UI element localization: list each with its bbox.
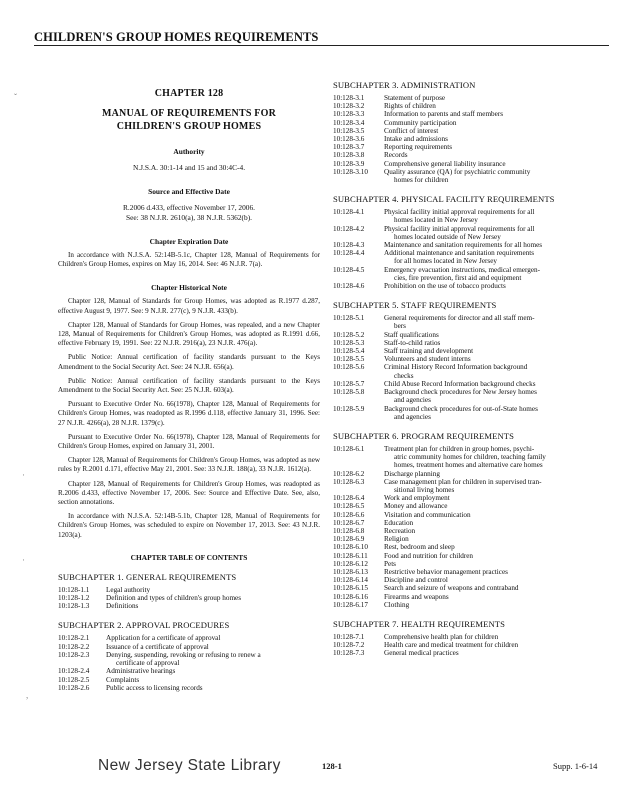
section-title (384, 110, 612, 118)
subchapter-title: SUBCHAPTER 1. GENERAL REQUIREMENTS (58, 571, 237, 582)
section-number: 10:128-5.2 (333, 330, 365, 339)
section-number: 10:128-6.1 (333, 444, 365, 453)
section-number: 10:128-4.5 (333, 265, 365, 274)
toc-entry (333, 543, 612, 551)
section-title-line: Legal authority (106, 585, 151, 594)
toc-entry (333, 168, 612, 184)
section-list (333, 94, 612, 184)
section-title-line: Comprehensive general liability insurance (384, 159, 506, 168)
section-title-line: Restrictive behavior management practices (384, 567, 508, 576)
section-number: 10:128-5.9 (333, 404, 365, 413)
section-title-line: General medical practices (384, 649, 459, 658)
section-number: 10:128-1.2 (58, 594, 90, 603)
section-title-line: homes, treatment homes and alternative care homes (394, 461, 543, 470)
section-title-line: Search and seizure of weapons and contraband (384, 584, 519, 593)
section-number: 10:128-6.4 (333, 494, 365, 503)
left-column (58, 80, 320, 692)
section-title-line: Application for a certificate of approval (106, 634, 221, 643)
toc-entry (333, 249, 612, 265)
section-title-line: Comprehensive health plan for children (384, 632, 499, 641)
section-title-line: Child Abuse Record Information background checks (384, 379, 536, 388)
toc-entry (333, 380, 612, 388)
section-title (106, 586, 320, 594)
section-number: 10:128-1.1 (58, 585, 90, 594)
section-title-line: Recreation (384, 526, 416, 535)
toc-entry (333, 127, 612, 135)
history-paragraph: Chapter 128, Manual of Requirements for Children's Group Homes, was adopted as new rules by R.2001 d.171, effective May 21, 2001. See: 33 N.J.R. 188(a), 33 N.J.R. 1612(a). (58, 456, 320, 474)
section-title (384, 543, 612, 551)
section-title (384, 355, 612, 363)
section-title-line: Additional maintenance and sanitation requirements (384, 249, 535, 258)
section-title-line: Administrative hearings (106, 667, 176, 676)
toc-entry (333, 241, 612, 249)
toc-entry (333, 143, 612, 151)
section-number: 10:128-2.1 (58, 634, 90, 643)
expiration-heading: Chapter Expiration Date (149, 237, 229, 246)
section-title-line: Education (384, 518, 414, 527)
history-paragraph: Chapter 128, Manual of Standards for Group Homes, was repealed, and a new Chapter 128, Manual of Requirements for Children's Group Homes, was adopted as R.1991 d.66, effective February 19, 1991. See: 22 N.J.R. 2916(a), 23 N.J.R. 476(a). (58, 320, 320, 348)
chapter-title: MANUAL OF REQUIREMENTS FOR CHILDREN'S GROUP HOMES (101, 108, 276, 132)
section-title-line: bers (394, 322, 406, 331)
toc-entry (333, 225, 612, 241)
toc-entry (333, 511, 612, 519)
section-title-line: Pets (384, 559, 396, 568)
section-title (106, 594, 320, 602)
section-title (384, 127, 612, 135)
toc-entry (333, 339, 612, 347)
section-title (384, 119, 612, 127)
toc-entry (333, 119, 612, 127)
section-title-line: homes for children (394, 176, 449, 185)
section-number: 10:128-4.1 (333, 208, 365, 217)
section-number: 10:128-2.2 (58, 642, 90, 651)
section-title (384, 208, 612, 224)
toc-entry (333, 314, 612, 330)
section-title (384, 649, 612, 657)
section-list (333, 208, 612, 290)
toc-entry (333, 552, 612, 560)
section-title-line: homes located in New Jersey (394, 216, 478, 225)
section-number: 10:128-2.3 (58, 650, 90, 659)
section-title (384, 380, 612, 388)
scan-mark: · (22, 555, 25, 565)
section-title-line: Definition and types of children's group homes (106, 594, 242, 603)
history-paragraph: Public Notice: Annual certification of facility standards pursuant to the Keys Amendment to the Social Security Act. See: 24 N.J.R. 656(a). (58, 353, 320, 371)
toc-left (58, 572, 320, 692)
history-paragraph: Pursuant to Executive Order No. 66(1978), Chapter 128, Manual of Requirements for Children's Group Homes, expired on January 31, 2001. (58, 432, 320, 451)
section-number: 10:128-2.4 (58, 667, 90, 676)
toc-entry (333, 355, 612, 363)
section-title (384, 519, 612, 527)
section-title-line: Treatment plan for children in group homes, psychi- (384, 444, 535, 453)
section-title (106, 643, 320, 651)
section-title (384, 314, 612, 330)
section-title (384, 601, 612, 609)
toc-entry (333, 502, 612, 510)
section-number: 10:128-6.8 (333, 526, 365, 535)
section-number: 10:128-6.11 (333, 551, 368, 560)
section-title (384, 135, 612, 143)
section-title (384, 593, 612, 601)
section-title (384, 347, 612, 355)
section-title (384, 388, 612, 404)
section-number: 10:128-6.6 (333, 510, 365, 519)
section-list (333, 633, 612, 658)
toc-entry (333, 633, 612, 641)
section-title (384, 445, 612, 470)
toc-entry (333, 135, 612, 143)
section-title-line: Prohibition on the use of tobacco products (384, 282, 506, 291)
header-rule (34, 45, 609, 46)
section-title (384, 576, 612, 584)
section-number: 10:128-3.10 (333, 167, 368, 176)
section-number: 10:128-4.4 (333, 249, 365, 258)
section-title-line: and agencies (394, 396, 431, 405)
library-watermark: New Jersey State Library (98, 757, 281, 774)
section-title-line: and agencies (394, 412, 431, 421)
section-number: 10:128-2.6 (58, 683, 90, 692)
section-title (384, 633, 612, 641)
section-title (384, 339, 612, 347)
section-number: 10:128-3.3 (333, 110, 365, 119)
section-number: 10:128-3.6 (333, 135, 365, 144)
history-paragraph: In accordance with N.J.S.A. 52:14B-5.1b, Chapter 128, Manual of Requirements for Children's Group Homes, was scheduled to expire on November 17, 2013. See: 43 N.J.R. 1203(a). (58, 512, 320, 539)
history-paragraph: Public Notice: Annual certification of facility standards pursuant to the Keys Amendment to the Social Security Act. See: 25 N.J.R. 603(a). (58, 376, 320, 395)
section-number: 10:128-6.17 (333, 600, 368, 609)
scan-mark: · (22, 470, 25, 480)
toc-entry (333, 568, 612, 576)
section-number: 10:128-6.5 (333, 502, 365, 511)
section-title (106, 676, 320, 684)
section-title (384, 241, 612, 249)
section-title-line: sitional living homes (394, 485, 455, 494)
toc-entry (333, 478, 612, 494)
section-title (384, 535, 612, 543)
section-title-line: Staff training and development (384, 347, 474, 356)
section-title (384, 143, 612, 151)
toc-entry (58, 676, 320, 684)
toc-entry (333, 519, 612, 527)
section-number: 10:128-6.7 (333, 518, 365, 527)
right-column (333, 80, 612, 658)
section-title (384, 249, 612, 265)
scan-mark: ˇ (14, 92, 17, 102)
section-number: 10:128-5.1 (333, 314, 365, 323)
toc-entry (333, 576, 612, 584)
section-title (384, 478, 612, 494)
history-paragraph: Pursuant to Executive Order No. 66(1978), Chapter 128, Manual of Requirements for Children's Group Homes, was readopted as R.1996 d.118, effective January 31, 1996. See: 27 N.J.R. 4266(a), 28 N.J.R. 1379(c). (58, 400, 320, 427)
section-title-line: Work and employment (384, 494, 450, 503)
section-title (384, 552, 612, 560)
toc-entry (58, 651, 320, 667)
toc-entry (333, 160, 612, 168)
toc-entry (333, 593, 612, 601)
toc-entry (58, 634, 320, 642)
section-title-line: Visitation and communication (384, 510, 471, 519)
section-number: 10:128-7.1 (333, 632, 365, 641)
section-title (384, 282, 612, 290)
section-title-line: Food and nutrition for children (384, 551, 474, 560)
section-title (106, 667, 320, 675)
toc-entry (333, 208, 612, 224)
subchapter-title: SUBCHAPTER 4. PHYSICAL FACILITY REQUIREMENTS (333, 194, 555, 205)
section-number: 10:128-5.5 (333, 355, 365, 364)
toc-entry (333, 560, 612, 568)
toc-entry (58, 602, 320, 610)
section-title (106, 684, 320, 692)
toc-entry (333, 445, 612, 470)
section-title-line: Denying, suspending, revoking or refusing to renew a (106, 650, 261, 659)
section-number: 10:128-6.15 (333, 584, 368, 593)
section-title-line: Complaints (106, 675, 140, 684)
section-title-line: atric community homes for children, teaching family (394, 453, 546, 462)
section-list (58, 634, 320, 691)
section-title (384, 511, 612, 519)
section-title-line: Definitions (106, 602, 139, 611)
subchapter-title: SUBCHAPTER 2. APPROVAL PROCEDURES (58, 620, 230, 631)
toc-entry (58, 684, 320, 692)
section-number: 10:128-5.3 (333, 338, 365, 347)
section-title-line: Information to parents and staff members (384, 110, 504, 119)
section-title-line: Quality assurance (QA) for psychiatric community (384, 167, 531, 176)
section-title-line: Rest, bedroom and sleep (384, 543, 455, 552)
toc-entry (333, 94, 612, 102)
section-number: 10:128-6.2 (333, 469, 365, 478)
toc-entry (58, 586, 320, 594)
section-title-line: Discipline and control (384, 576, 448, 585)
toc-entry (333, 388, 612, 404)
section-title-line: Money and allowance (384, 502, 448, 511)
toc-entry (58, 667, 320, 675)
section-number: 10:128-6.13 (333, 567, 368, 576)
toc-entry (333, 363, 612, 379)
section-title (384, 225, 612, 241)
section-title-line: Conflict of interest (384, 126, 439, 135)
section-title-line: Community participation (384, 118, 457, 127)
scan-mark: , (26, 690, 29, 700)
page-number: 128-1 (322, 761, 342, 771)
section-title-line: Volunteers and student interns (384, 355, 471, 364)
toc-entry (333, 331, 612, 339)
toc-entry (333, 151, 612, 159)
section-number: 10:128-2.5 (58, 675, 90, 684)
history-paragraph: Chapter 128, Manual of Requirements for Children's Group Homes, was readopted as R.2006 d.433, effective November 17, 2006. See: Source and Effective Date. See, also, section annotations. (58, 479, 320, 507)
section-number: 10:128-4.2 (333, 224, 365, 233)
section-title-line: Public access to licensing records (106, 683, 203, 692)
toc-entry (333, 102, 612, 110)
section-title (384, 641, 612, 649)
section-list (333, 445, 612, 609)
section-number: 10:128-5.7 (333, 379, 365, 388)
section-title-line: Emergency evacuation instructions, medical emergen- (384, 265, 541, 274)
section-number: 10:128-7.2 (333, 641, 365, 650)
history-paragraph: Chapter 128, Manual of Standards for Group Homes, was adopted as R.1977 d.287, effective August 9, 1977. See: 9 N.J.R. 277(c), 9 N.J.R. 433(b). (58, 297, 320, 315)
toc-entry (58, 594, 320, 602)
section-number: 10:128-6.3 (333, 477, 365, 486)
section-number: 10:128-3.4 (333, 118, 365, 127)
section-title-line: for all homes located in New Jersey (394, 257, 497, 266)
toc-entry (333, 266, 612, 282)
section-number: 10:128-6.9 (333, 535, 365, 544)
section-title-line: Religion (384, 535, 409, 544)
section-title (384, 584, 612, 592)
history-heading: Chapter Historical Note (151, 283, 227, 293)
expiration-text: In accordance with N.J.S.A. 52:14B-5.1c, Chapter 128, Manual of Requirements for Children's Group Homes, expires on May 16, 2014. See: 46 N.J.R. 7(a). (58, 251, 320, 269)
section-title (384, 151, 612, 159)
section-title (106, 634, 320, 642)
subchapter-title: SUBCHAPTER 3. ADMINISTRATION (333, 80, 476, 90)
source-line: R.2006 d.433, effective November 17, 2006. (122, 203, 256, 212)
toc-entry (333, 535, 612, 543)
section-title (384, 568, 612, 576)
section-title (384, 94, 612, 102)
subchapter-title: SUBCHAPTER 6. PROGRAM REQUIREMENTS (333, 430, 515, 441)
section-title (384, 502, 612, 510)
section-title (384, 331, 612, 339)
section-title-line: Reporting requirements (384, 143, 453, 152)
section-title-line: Case management plan for children in supervised tran- (384, 477, 542, 486)
section-title (384, 470, 612, 478)
toc-entry (333, 641, 612, 649)
section-title-line: Health care and medical treatment for children (384, 641, 519, 650)
toc-entry (333, 110, 612, 118)
section-number: 10:128-3.2 (333, 102, 365, 111)
section-title (384, 405, 612, 421)
section-number: 10:128-3.9 (333, 159, 365, 168)
section-title-line: Clothing (384, 600, 410, 609)
authority-text: N.J.S.A. 30:1-14 and 15 and 30:4C-4. (132, 163, 246, 172)
section-title (106, 651, 320, 667)
section-title (384, 160, 612, 168)
subchapter-title: SUBCHAPTER 7. HEALTH REQUIREMENTS (333, 618, 506, 629)
section-number: 10:128-3.1 (333, 94, 365, 102)
section-title (384, 168, 612, 184)
section-title-line: Criminal History Record Information background (384, 363, 528, 372)
section-title-line: Intake and admissions (384, 135, 448, 144)
section-title-line: Records (384, 151, 408, 160)
section-title-line: homes located outside of New Jersey (394, 232, 501, 241)
section-title (384, 266, 612, 282)
section-title-line: Background check procedures for New Jersey homes (384, 388, 537, 397)
toc-entry (333, 584, 612, 592)
toc-entry (58, 643, 320, 651)
section-title-line: General requirements for director and all staff mem- (384, 314, 535, 323)
section-title-line: Statement of purpose (384, 94, 446, 102)
section-number: 10:128-3.8 (333, 151, 365, 160)
section-number: 10:128-3.7 (333, 143, 365, 152)
toc-entry (333, 405, 612, 421)
section-title (106, 602, 320, 610)
toc-entry (333, 494, 612, 502)
section-number: 10:128-3.5 (333, 126, 365, 135)
section-title-line: Firearms and weapons (384, 592, 449, 601)
section-list (58, 586, 320, 611)
section-title (384, 494, 612, 502)
section-number: 10:128-6.12 (333, 559, 368, 568)
subchapter-title: SUBCHAPTER 5. STAFF REQUIREMENTS (333, 300, 497, 311)
authority-heading: Authority (173, 147, 205, 156)
section-number: 10:128-5.4 (333, 347, 365, 356)
toc-entry (333, 282, 612, 290)
section-list (333, 314, 612, 421)
source-line: See: 38 N.J.R. 2610(a), 38 N.J.R. 5362(b). (125, 213, 253, 222)
section-title-line: checks (394, 371, 414, 380)
section-number: 10:128-6.14 (333, 576, 368, 585)
section-title (384, 527, 612, 535)
section-number: 10:128-6.16 (333, 592, 368, 601)
section-title-line: Physical facility initial approval requirements for all (384, 208, 535, 217)
section-title-line: certificate of approval (116, 659, 180, 668)
supplement-date: Supp. 1-6-14 (553, 761, 598, 771)
section-number: 10:128-7.3 (333, 649, 365, 658)
section-number: 10:128-5.8 (333, 388, 365, 397)
section-number: 10:128-4.6 (333, 282, 365, 291)
source-heading: Source and Effective Date (148, 187, 230, 196)
section-title-line: Physical facility initial approval requirements for all (384, 224, 535, 233)
toc-entry (333, 601, 612, 609)
toc-entry (333, 347, 612, 355)
history-paragraphs (58, 297, 320, 539)
section-title-line: cies, fire prevention, first aid and equipment (394, 273, 522, 282)
section-number: 10:128-6.10 (333, 543, 368, 552)
toc-entry (333, 470, 612, 478)
section-title-line: Staff qualifications (384, 330, 439, 339)
section-title-line: Maintenance and sanitation requirements for all homes (384, 241, 543, 250)
chapter-number: CHAPTER 128 (154, 88, 224, 99)
section-title-line: Issuance of a certificate of approval (106, 642, 209, 651)
section-title (384, 363, 612, 379)
section-title (384, 560, 612, 568)
section-title-line: Discharge planning (384, 469, 440, 478)
toc-entry (333, 649, 612, 657)
section-title-line: Staff-to-child ratios (384, 338, 441, 347)
running-header: CHILDREN'S GROUP HOMES REQUIREMENTS (34, 30, 319, 44)
section-title-line: Background check procedures for out-of-State homes (384, 404, 538, 413)
toc-title: CHAPTER TABLE OF CONTENTS (130, 552, 248, 562)
section-number: 10:128-1.3 (58, 602, 90, 611)
section-title (384, 102, 612, 110)
section-number: 10:128-4.3 (333, 241, 365, 250)
section-title-line: Rights of children (384, 102, 436, 111)
toc-entry (333, 527, 612, 535)
section-number: 10:128-5.6 (333, 363, 365, 372)
